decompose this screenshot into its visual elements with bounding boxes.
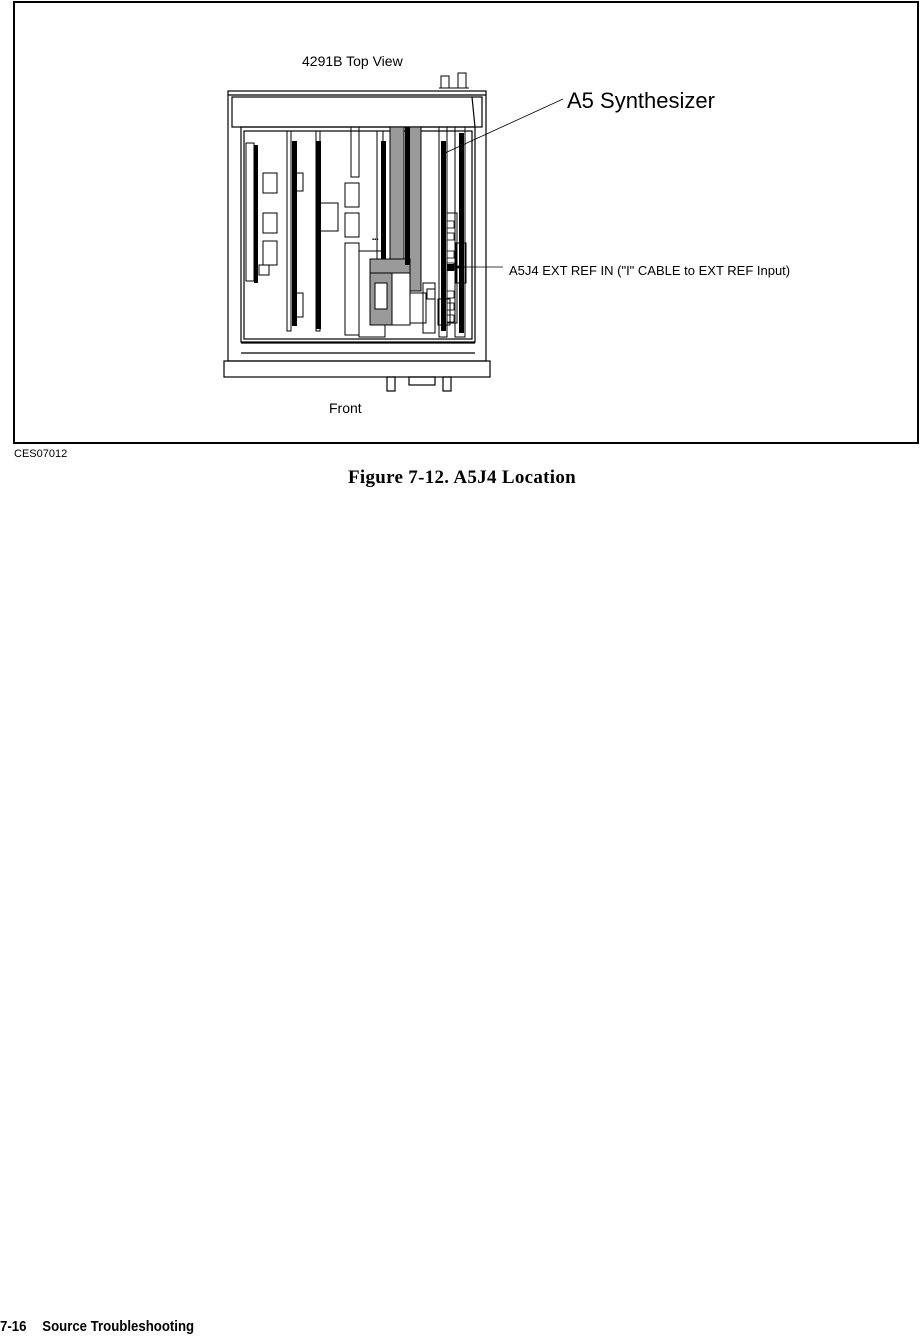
shaded-module: [370, 127, 426, 325]
page-number: 7-16: [0, 1318, 27, 1335]
instrument-top-view-drawing: [15, 3, 921, 446]
top-view-label: 4291B Top View: [302, 53, 403, 69]
a5-synthesizer-board: [459, 133, 464, 333]
a5j4-connector: [447, 264, 454, 271]
page-footer: [0, 1318, 194, 1335]
figure-title: A5J4 Location: [453, 467, 577, 488]
board-center-1: [381, 141, 386, 269]
board-marking: ▪▪▪: [372, 237, 379, 243]
left-module: [246, 143, 277, 281]
front-panel: [224, 361, 490, 391]
figure-number: Figure 7-12.: [347, 467, 450, 488]
front-label: Front: [329, 400, 362, 416]
board-left-1: [254, 145, 258, 283]
figure-frame: [13, 1, 919, 444]
a5j4-callout-label: A5J4 EXT REF IN ("I" CABLE to EXT REF Input): [509, 263, 791, 278]
synthesizer-leader-line: [445, 99, 563, 153]
figure-code: CES07012: [14, 448, 68, 460]
section-title: Source Troubleshooting: [42, 1318, 195, 1335]
figure-caption: [0, 467, 924, 489]
board-2: [292, 141, 297, 326]
board-3: [316, 141, 321, 329]
synthesizer-callout-label: A5 Synthesizer: [567, 88, 715, 113]
board-center-2: [405, 127, 410, 265]
rear-connectors: [439, 73, 469, 88]
board-right-1: [441, 141, 446, 331]
